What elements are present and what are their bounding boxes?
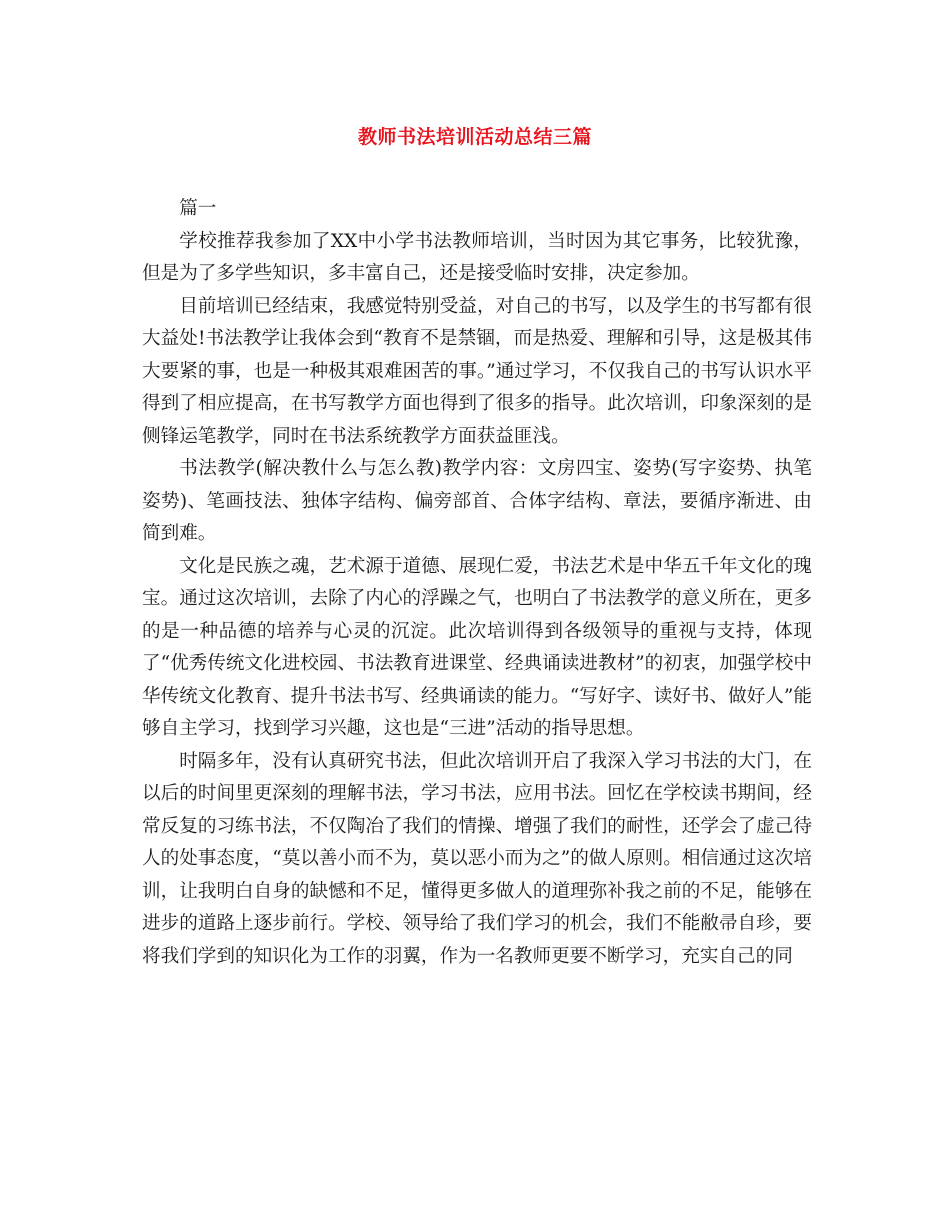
paragraph: 书法教学(解决教什么与怎么教)教学内容：文房四宝、姿势(写字姿势、执笔姿势)、笔画技法、独体字结构、偏旁部首、合体字结构、章法，要循序渐进、由简到难。 [142,458,812,544]
paragraph: 目前培训已经结束，我感觉特别受益，对自己的书写，以及学生的书写都有很大益处!书法教学让我体会到“教育不是禁锢，而是热爱、理解和引导，这是极其伟大要紧的事，也是一种极其艰难困苦的事。”通过学习，不仅我自己的书写认识水平得到了相应提高，在书写教学方面也得到了很多的指导。此次培训，印象深刻的是侧锋运笔教学，同时在书法系统教学方面获益匪浅。 [142,295,812,447]
document-title: 教师书法培训活动总结三篇 [357,126,592,148]
section-heading: 篇一 [179,198,217,219]
paragraph: 文化是民族之魂，艺术源于道德、展现仁爱，书法艺术是中华五千年文化的瑰宝。通过这次培训，去除了内心的浮躁之气，也明白了书法教学的意义所在，更多的是一种品德的培养与心灵的沉淀。此次培训得到各级领导的重视与支持，体现了“优秀传统文化进校园、书法教育进课堂、经典诵读进教材”的初衷，加强学校中华传统文化教育、提升书法书写、经典诵读的能力。“写好字、读好书、做好人”能够自主学习，找到学习兴趣，这也是“三进”活动的指导思想。 [142,555,812,739]
paragraph: 时隔多年，没有认真研究书法，但此次培训开启了我深入学习书法的大门，在以后的时间里更深刻的理解书法，学习书法，应用书法。回忆在学校读书期间，经常反复的习练书法，不仅陶冶了我们的情操、增强了我们的耐性，还学会了虚己待人的处事态度，“莫以善小而不为，莫以恶小而为之”的做人原则。相信通过这次培训，让我明白自身的缺憾和不足，懂得更多做人的道理弥补我之前的不足，能够在进步的道路上逐步前行。学校、领导给了我们学习的机会，我们不能敝帚自珍，要将我们学到的知识化为工作的羽翼，作为一名教师更要不断学习，充实自己的同 [142,750,812,967]
document-body [142,193,812,973]
paragraph: 学校推荐我参加了XX中小学书法教师培训，当时因为其它事务，比较犹豫，但是为了多学些知识，多丰富自己，还是接受临时安排，决定参加。 [142,230,812,284]
